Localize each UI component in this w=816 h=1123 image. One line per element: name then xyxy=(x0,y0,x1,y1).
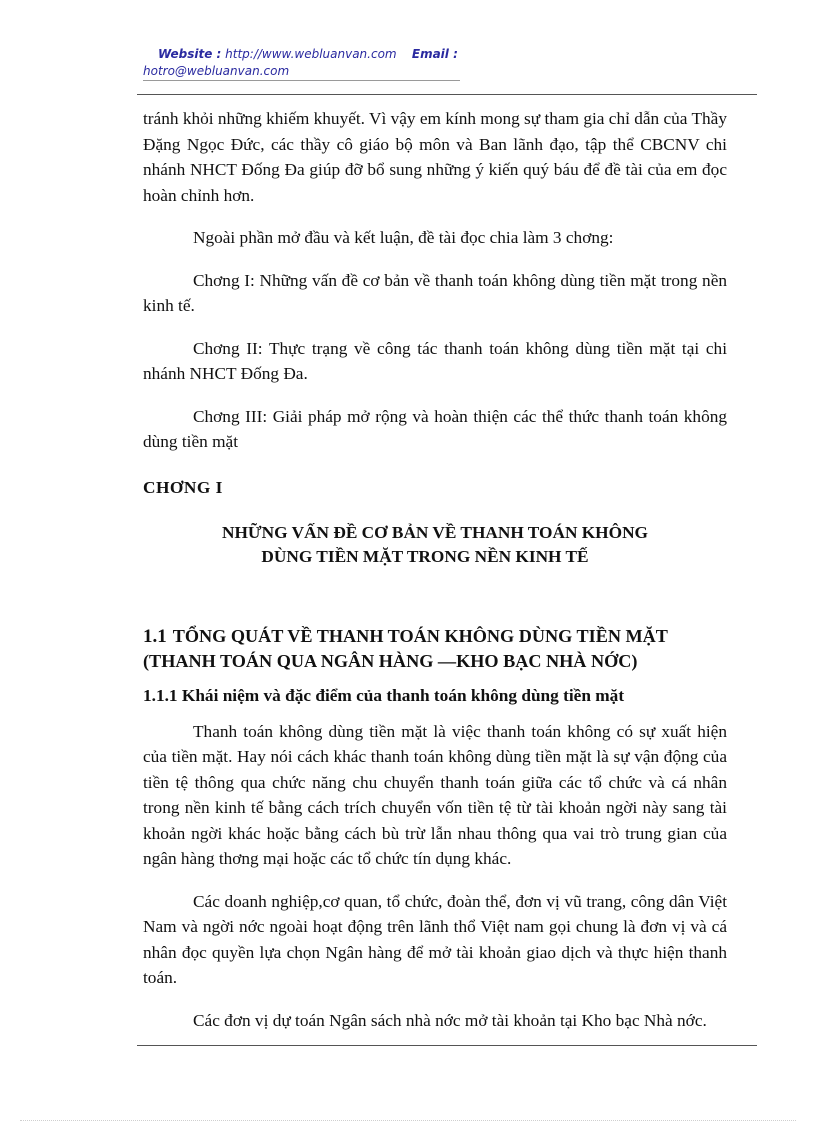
section-heading xyxy=(143,624,727,673)
bottom-divider xyxy=(137,1045,757,1046)
website-link[interactable]: http://www.webluanvan.com xyxy=(225,47,397,61)
section-title-line1: TỔNG QUÁT VỀ THANH TOÁN KHÔNG DÙNG TIỀN MẶT xyxy=(172,626,668,646)
chapter3-summary: Chơng III: Giải pháp mở rộng và hoàn thiện các thể thức thanh toán không dùng tiền mặt xyxy=(143,406,727,451)
chapter-title-line2: DÙNG TIỀN MẶT TRONG NỀN KINH TẾ xyxy=(261,547,589,566)
definition-paragraph: Thanh toán không dùng tiền mặt là việc thanh toán không có sự xuất hiện của tiền mặt. Hay nói cách khác thanh toán không dùng tiền mặt là sự vận động của tiền tệ thông qua chức năng chu chuyển thanh toán giữa các tổ chức và cá nhân trong nền kinh tế bằng cách trích chuyển vốn tiền tệ từ tài khoản ngời này sang tài khoản ngời khác hoặc bằng cách bù trừ lẫn nhau thông qua vai trò trung gian của ngân hàng thơng mại hoặc các tổ chức tín dụng khác. xyxy=(143,721,727,868)
chapter1-summary: Chơng I: Những vấn đề cơ bản về thanh toán không dùng tiền mặt trong nền kinh tế. xyxy=(143,270,727,315)
header-underline xyxy=(143,80,460,81)
treasury-paragraph: Các đơn vị dự toán Ngân sách nhà nớc mở tài khoản tại Kho bạc Nhà nớc. xyxy=(193,1010,707,1030)
chapter2-summary: Chơng II: Thực trạng về công tác thanh toán không dùng tiền mặt tại chi nhánh NHCT Đống Đa. xyxy=(143,338,727,383)
chapter-title-line1: NHỮNG VẤN ĐỀ CƠ BẢN VỀ THANH TOÁN KHÔNG xyxy=(221,523,648,542)
section-title-line2: (THANH TOÁN QUA NGÂN HÀNG —KHO BẠC NHÀ NỚC) xyxy=(143,651,638,671)
website-label: Website : xyxy=(158,47,222,61)
page-header xyxy=(143,46,473,80)
document-body xyxy=(143,106,727,1033)
chapter-label: CHƠNG I xyxy=(143,477,223,497)
page-bottom-border xyxy=(20,1120,796,1121)
email-label: Email : xyxy=(411,47,458,61)
outline-paragraph: Ngoài phần mở đầu và kết luận, đề tài đọc chia làm 3 chơng: xyxy=(193,228,614,247)
account-holders-paragraph: Các doanh nghiệp,cơ quan, tổ chức, đoàn thể, đơn vị vũ trang, công dân Việt Nam và ngời nớc ngoài hoạt động trên lãnh thổ Việt nam gọi chung là đơn vị và cá nhân đọc quyền lựa chọn Ngân hàng để mở tài khoản giao dịch và thực hiện thanh toán. xyxy=(143,891,727,987)
intro-paragraph: tránh khỏi những khiếm khuyết. Vì vậy em kính mong sự tham gia chỉ dẫn của Thầy Đặng Ngọc Đức, các thầy cô giáo bộ môn và Ban lãnh đạo, tập thể CBCNV chi nhánh NHCT Đống Đa giúp đỡ bổ sung những ý kiến quý báu để đề tài của em đọc hoàn chỉnh hơn. xyxy=(143,109,727,205)
top-divider xyxy=(137,94,757,95)
section-number: 1.1 xyxy=(143,626,167,647)
email-link[interactable]: hotro@webluanvan.com xyxy=(143,64,290,78)
subsection-heading: 1.1.1 Khái niệm và đặc điểm của thanh toán không dùng tiền mặt xyxy=(143,686,625,705)
chapter-title xyxy=(143,521,727,569)
